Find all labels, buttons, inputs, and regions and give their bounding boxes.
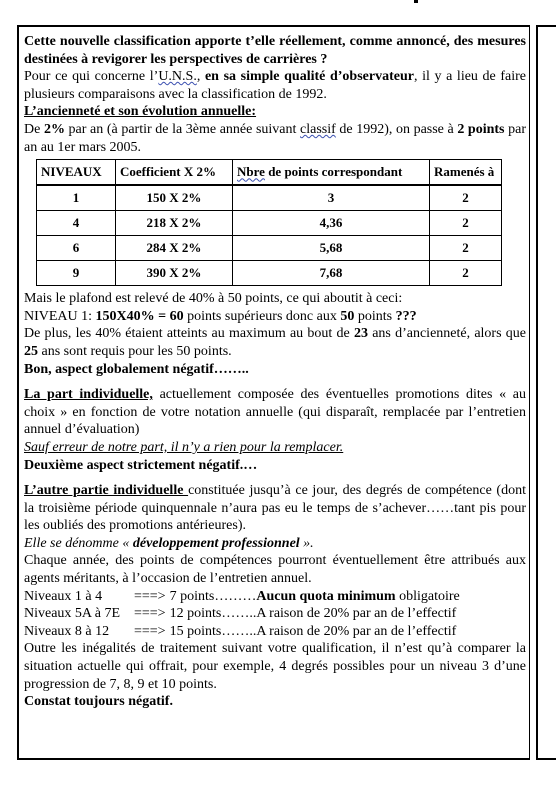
niveau-label: Niveaux 8 à 12 <box>24 623 110 639</box>
table-cell: 6 <box>37 236 116 261</box>
niveau-pts: 12 points…….. <box>169 606 257 622</box>
denom-c: ». <box>299 535 314 551</box>
plafond-50: 50 <box>340 308 355 324</box>
outre-paragraph: Outre les inégalités de traitement suivant votre qualification, il n’est qu’à comparer la situation actuelle qui offrait, pour exemple, 4 degrés possibles pour un niveau 3 d’une progression de 7, 8, 9 et 10 points. <box>24 641 526 692</box>
sauf-erreur: Sauf erreur de notre part, il n’y a rien pour la remplacer. <box>24 439 344 455</box>
anciennete-t2: par an (à partir de la 3ème année suivant <box>64 121 300 137</box>
table-cell: 150 X 2% <box>116 185 233 211</box>
plafond-text: points supérieurs donc aux <box>183 308 341 324</box>
table-row <box>37 261 502 286</box>
intro-observer: en sa simple qualité d’observateur <box>204 69 414 85</box>
niveau-arrow: ===> <box>134 588 166 604</box>
denomination <box>24 535 526 553</box>
plafond-points: points <box>354 308 396 324</box>
chaque-annee: Chaque année, des points de compétences pourront éventuellement être attribués aux agents méritants, à l’occasion de l’entretien annuel. <box>24 553 526 587</box>
niveau-label: Niveaux 5A à 7E <box>24 606 121 622</box>
table-cell: 4,36 <box>233 211 430 236</box>
table-cell: 2 <box>430 185 502 211</box>
table-header-row <box>37 160 502 186</box>
autre-partie-title: L’autre partie individuelle <box>24 483 189 499</box>
denom-b: développement professionnel <box>132 535 300 551</box>
niveau-arrow: ===> <box>134 623 166 639</box>
niveau-line <box>24 605 526 623</box>
niveau-line <box>24 588 526 606</box>
uns-acronym: U.N.S. <box>158 69 197 85</box>
table-cell: 3 <box>233 185 430 211</box>
plafond-line-3 <box>24 325 526 360</box>
niveau-note: A raison de 20% par an de l’effectif <box>256 623 457 639</box>
intro-text-2: , <box>196 69 205 85</box>
plafond-l3e: ans sont requis pour les 50 points. <box>38 343 232 359</box>
anciennete-title: L’ancienneté et son évolution annuelle: <box>24 104 257 120</box>
niveaux-list <box>24 588 526 641</box>
intro-text-4: , il y a lieu de faire plusieurs comparaisons avec la classification de 1992. <box>24 69 527 102</box>
niveau-pts: 7 points……… <box>169 588 257 604</box>
plafond-25: 25 <box>24 343 38 359</box>
autre-partie-verdict: Constat toujours négatif. <box>24 694 173 710</box>
spacer <box>24 378 526 386</box>
table-cell: 7,68 <box>233 261 430 286</box>
part-individuelle-text: actuellement composée des éventuelles promotions dites « au choix » en fonction de votre notation annuelle (qui disparaît, remplacée par l’entretien annuel d’évaluation) <box>24 387 526 438</box>
table-row <box>37 185 502 211</box>
header-nbre-points: Nbre de points correspondant <box>233 160 430 186</box>
part-individuelle-verdict: Deuxième aspect strictement négatif.… <box>24 457 258 473</box>
table-row <box>37 211 502 236</box>
header-nbre-word: Nbre <box>237 164 265 180</box>
plafond-calc: 150X40% = 60 <box>95 308 184 324</box>
anciennete-classif: classif <box>300 121 336 137</box>
table-cell: 5,68 <box>233 236 430 261</box>
anciennete-points: 2 points <box>457 121 505 137</box>
table-cell: 1 <box>37 185 116 211</box>
table-cell: 390 X 2% <box>116 261 233 286</box>
table-cell: 284 X 2% <box>116 236 233 261</box>
niveaux-table <box>36 159 502 286</box>
plafond-l3a: De plus, les 40% étaient atteints au maximum au bout de <box>24 326 354 342</box>
niveau-pts: 15 points…….. <box>169 623 257 639</box>
anciennete-t1: De <box>24 121 44 137</box>
niveau-arrow: ===> <box>134 606 166 622</box>
header-ramenes: Ramenés à <box>430 160 502 186</box>
anciennete-t3: de 1992), on passe à <box>335 121 458 137</box>
intro-paragraph <box>24 68 526 103</box>
document-body <box>24 33 526 711</box>
niveau-line <box>24 623 526 641</box>
plafond-verdict: Bon, aspect globalement négatif…….. <box>24 361 249 377</box>
page-corner-mark <box>414 0 418 3</box>
plafond-line-2 <box>24 308 526 326</box>
side-frame <box>536 25 556 760</box>
plafond-l3c: ans d’ancienneté, alors que <box>367 326 526 342</box>
table-cell: 218 X 2% <box>116 211 233 236</box>
table-cell: 4 <box>37 211 116 236</box>
plafond-line-1: Mais le plafond est relevé de 40% à 50 points, ce qui aboutit à ceci: <box>24 291 403 307</box>
table-cell: 2 <box>430 261 502 286</box>
spacer <box>24 474 526 482</box>
niveau-label: Niveaux 1 à 4 <box>24 588 103 604</box>
heading-question: Cette nouvelle classification apporte t’elle réellement, comme annoncé, des mesures destinées à revigorer les perspectives de carrières ? <box>24 34 526 67</box>
part-individuelle-paragraph <box>24 386 526 439</box>
part-individuelle-title: La part individuelle, <box>24 387 153 403</box>
plafond-23: 23 <box>353 326 368 342</box>
denom-a: Elle se dénomme « <box>24 535 133 551</box>
niveau-note: obligatoire <box>395 588 460 604</box>
autre-partie-text: constituée jusqu’à ce jour, des degrés de compétence (dont la troisième période quinquennale n’aura pas eu le temps de s’achever……tant pis pour les oubliés des promotions antérieures). <box>24 483 526 534</box>
table-cell: 2 <box>430 211 502 236</box>
intro-text-1: Pour ce qui concerne l’ <box>24 69 159 85</box>
anciennete-t4: par an au 1er mars 2005. <box>24 121 526 155</box>
anciennete-pct: 2% <box>43 121 65 137</box>
header-niveaux: NIVEAUX <box>37 160 116 186</box>
plafond-qmarks: ??? <box>395 308 417 324</box>
autre-partie-paragraph <box>24 482 526 535</box>
niveau-note-bold: Aucun quota minimum <box>256 588 396 604</box>
table-row <box>37 236 502 261</box>
header-coefficient: Coefficient X 2% <box>116 160 233 186</box>
niveau-note: A raison de 20% par an de l’effectif <box>256 606 457 622</box>
table-cell: 9 <box>37 261 116 286</box>
plafond-niveau: NIVEAU 1: <box>24 308 96 324</box>
table-cell: 2 <box>430 236 502 261</box>
anciennete-text <box>24 121 526 156</box>
